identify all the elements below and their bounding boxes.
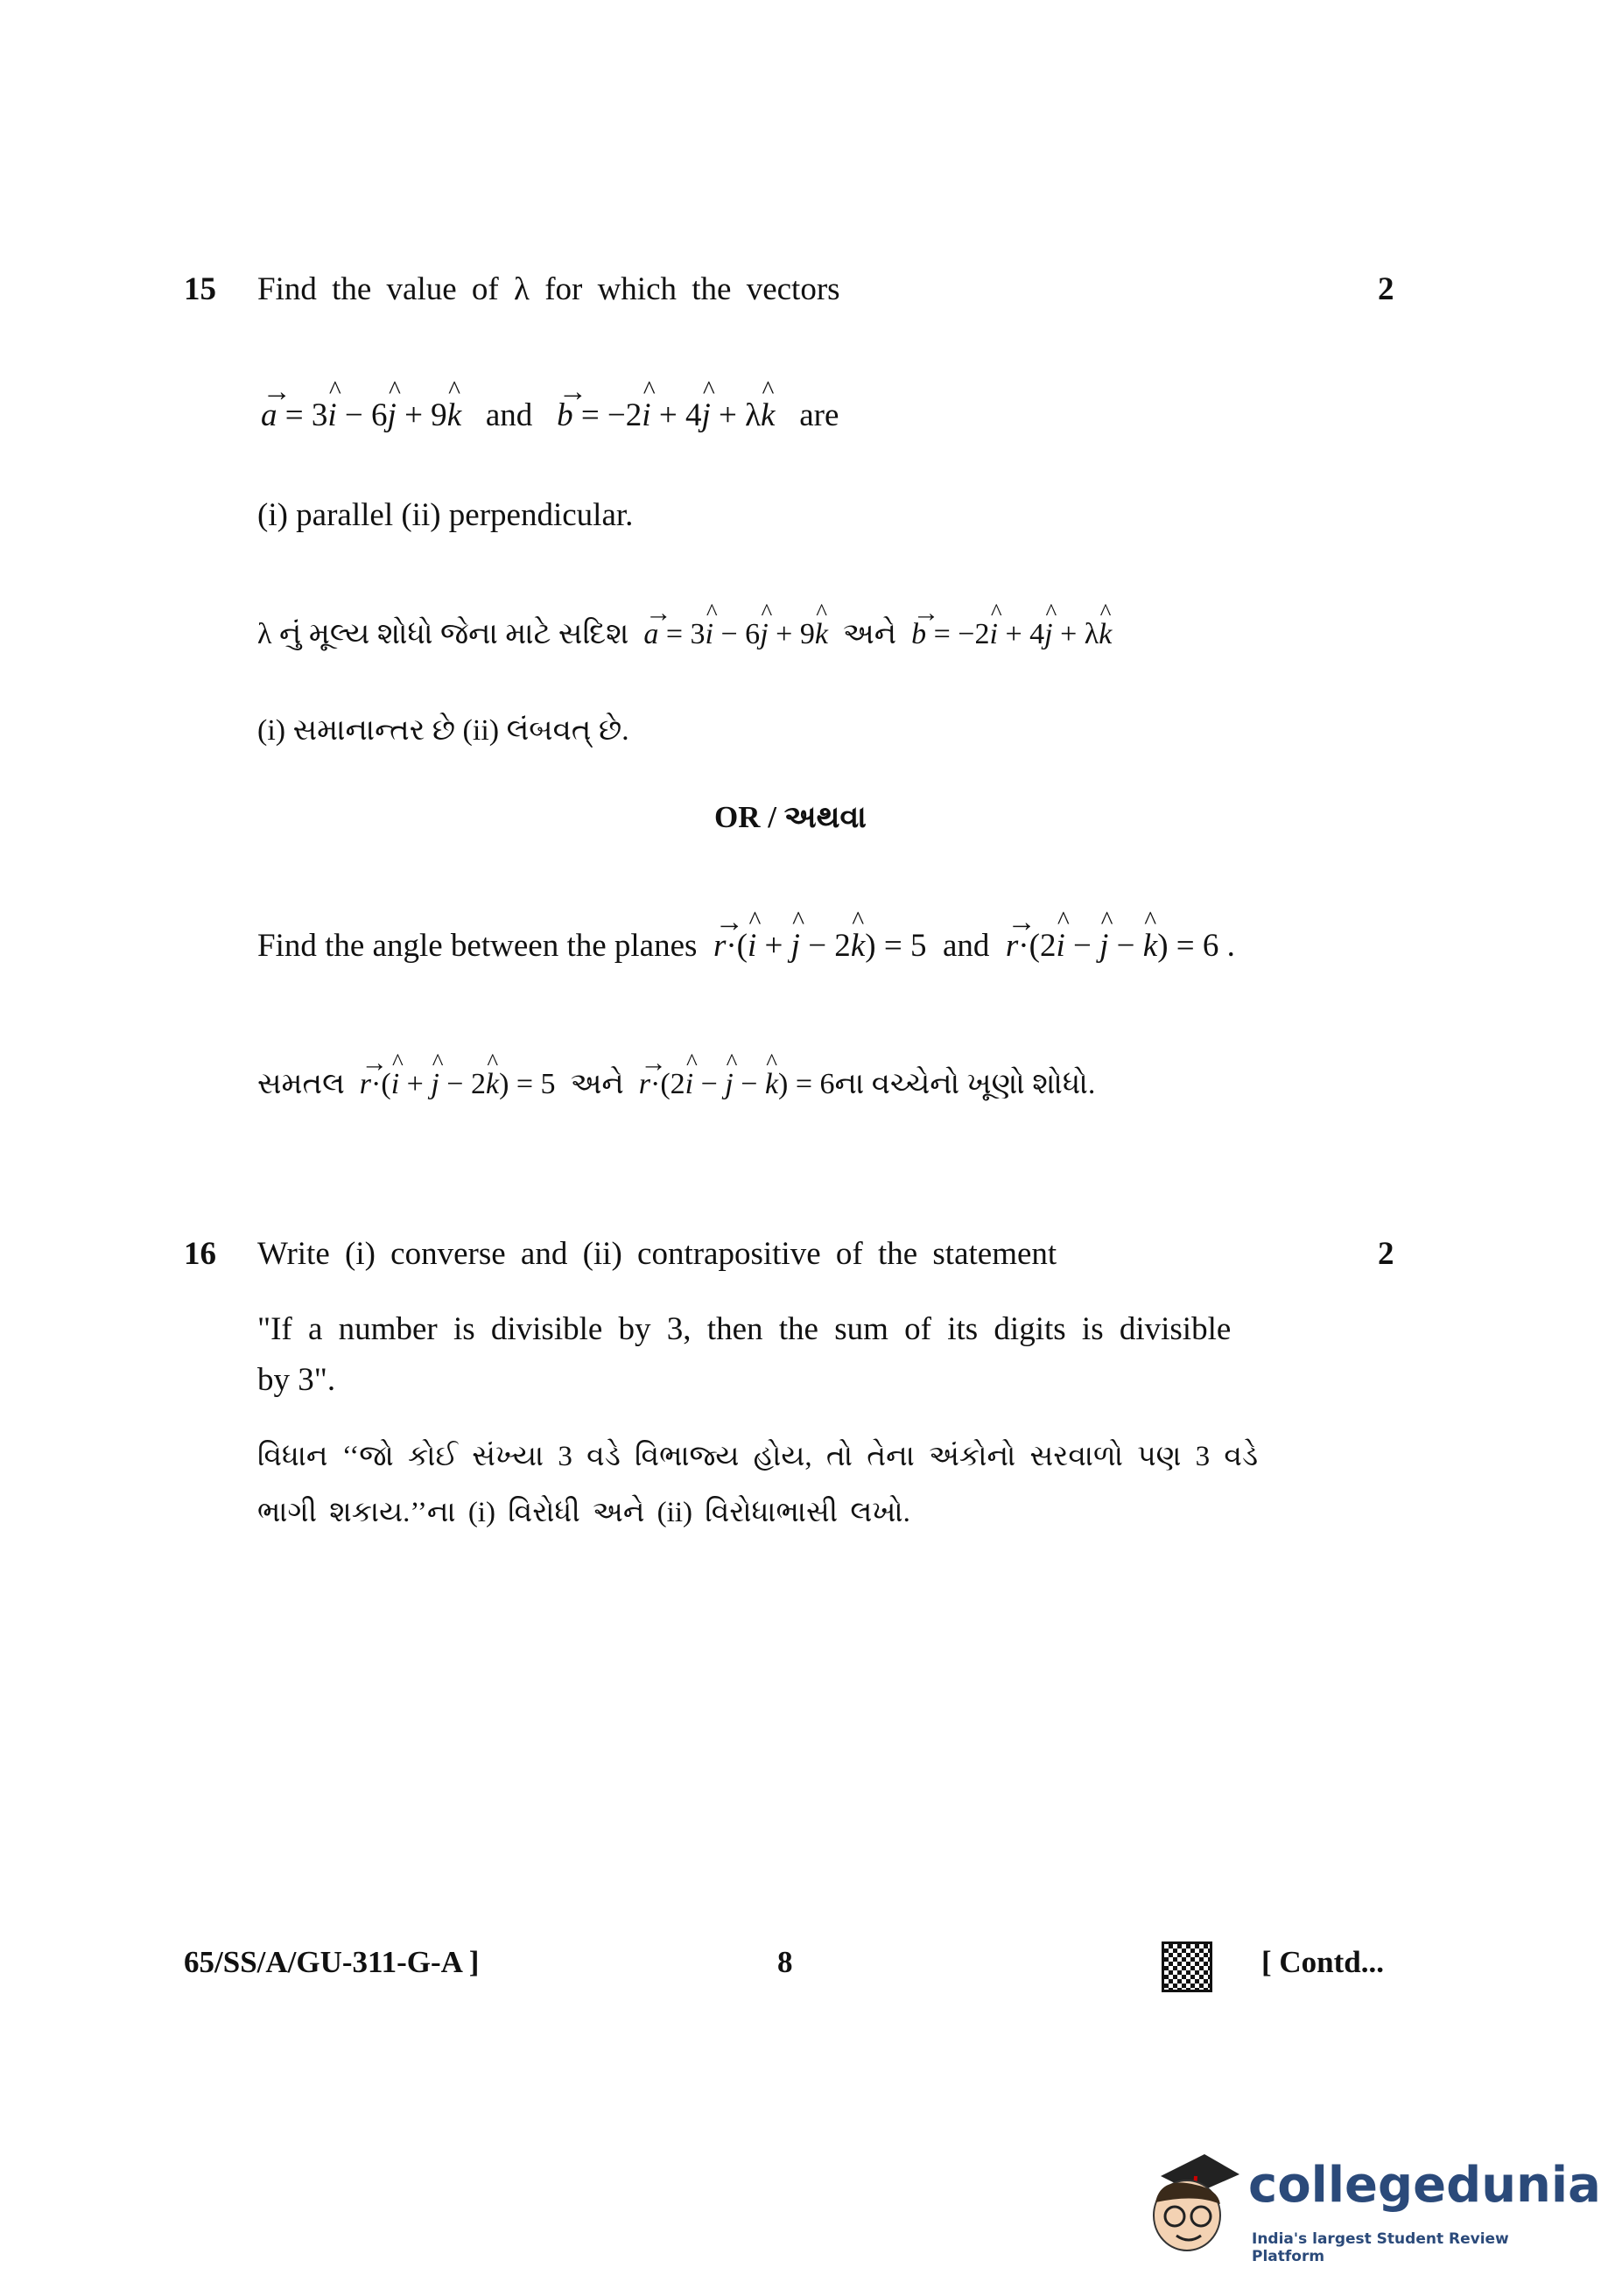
statement-line-2: by 3". [257,1362,336,1398]
planes-question: Find the angle between the planes → r·(^ i + ^ j − 2^ k) = 5 and → r·(2^ i − ^ j − ^ k) = 6 . [257,930,1235,962]
gujarati-vectors: λ નું મૂલ્ય શોધો જેના માટે સદિશ → a = 3^ i − 6^ j + 9^ k અને → b = −2^ i + 4^ j + λ^ k [257,620,1112,649]
qr-code-icon [1162,1941,1212,1992]
paper-code: 65/SS/A/GU-311-G-A ] [184,1945,480,1979]
gujarati-planes-question: સમતલ → r·(^ i + ^ j − 2^ k) = 5 અને → r·(2^ i − ^ j − ^ k) = 6ના વચ્ચેનો ખૂણો શોધો. [257,1070,1095,1099]
vector-equations: → a = 3^ i − 6^ j + 9^ k and → b = −2^ i + 4^ j + λ^ k are [261,399,839,432]
vector-b-expr: → b [557,399,573,432]
student-mascot-icon [1143,2150,1239,2255]
question-16-marks: 2 [1378,1236,1394,1272]
gujarati-parts: (i) સમાનાન્તર છે (ii) લંબવત્ છે. [257,714,629,747]
continued-label: [ Contd... [1261,1945,1385,1979]
and-text: and [485,397,533,433]
or-separator: OR / અથવા [714,800,867,834]
collegedunia-watermark [1143,2141,1601,2265]
question-15-parts: (i) parallel (ii) perpendicular. [257,497,634,533]
planes-stem: Find the angle between the planes [257,928,698,964]
planes-and: and [942,928,990,964]
page-number: 8 [777,1945,793,1979]
brand-tagline: India's largest Student Review Platform [1252,2230,1509,2265]
gujarati-planes-and: અને [570,1068,624,1100]
statement-line-1: "If a number is divisible by 3, then the sum of its digits is divisible [257,1311,1232,1347]
gujarati-statement-line-2: ભાગી શકાય.’’ના (i) વિરોધી અને (ii) વિરોધાભાસી લખો. [257,1497,910,1528]
question-15-number: 15 [184,271,216,307]
question-16-number: 16 [184,1236,216,1272]
gujarati-statement-line-1: વિધાન ‘‘જો કોઈ સંખ્યા 3 વડે વિભાજ્ય હોય, તો તેના અંકોનો સરવાળો પણ 3 વડે [257,1441,1259,1472]
question-16-stem: Write (i) converse and (ii) contrapositive of the statement [257,1236,1057,1272]
brand-name: collegedunia [1248,2157,1601,2214]
vector-a-expr: → a [261,399,277,432]
question-15-marks: 2 [1378,271,1394,307]
gujarati-and: અને [842,618,897,650]
gujarati-planes-prefix: સમતલ [257,1068,345,1100]
question-15-stem: Find the value of λ for which the vectors [257,271,840,307]
gujarati-planes-suffix: ના વચ્ચેનો ખૂણો શોધો. [834,1068,1096,1100]
gujarati-stem: λ નું મૂલ્ય શોધો જેના માટે સદિશ [257,618,629,650]
are-text: are [799,397,839,433]
